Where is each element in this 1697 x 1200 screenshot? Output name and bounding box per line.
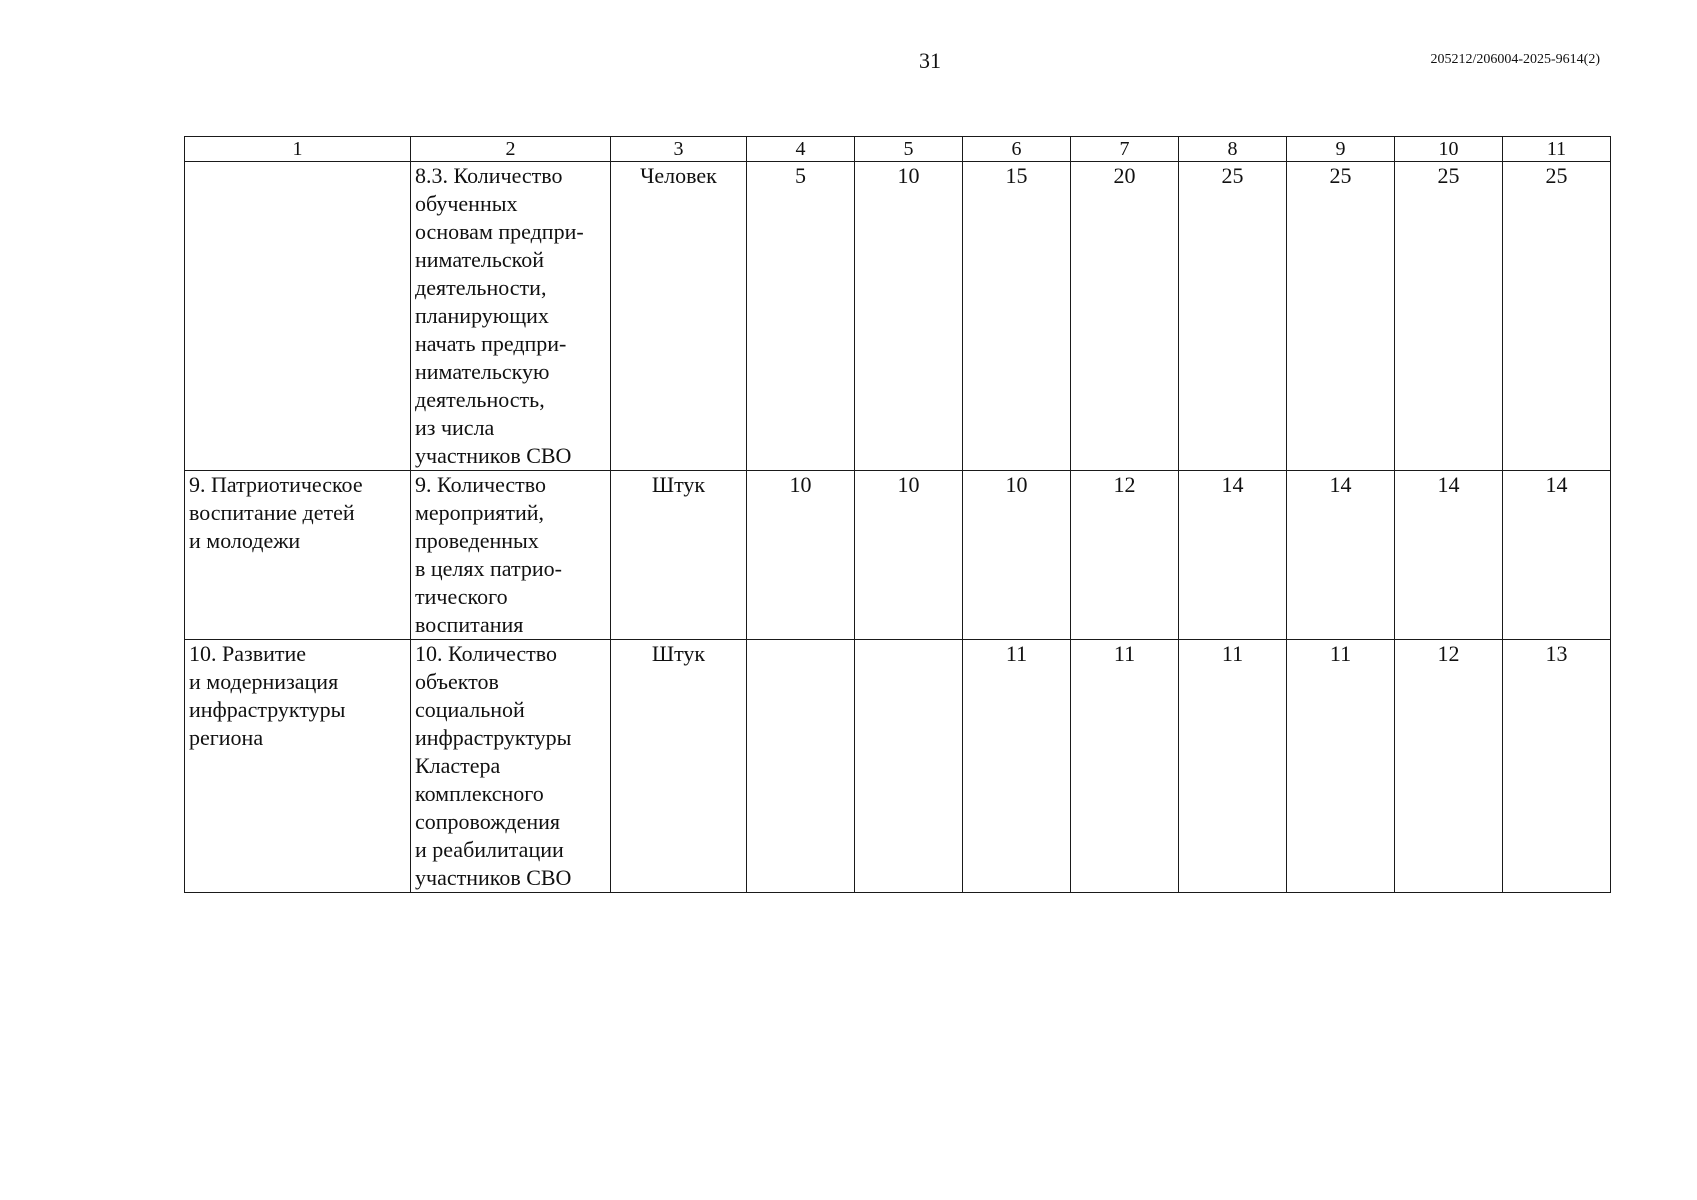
table-row [185, 471, 1611, 640]
column-number-row [185, 137, 1611, 162]
value-cell: 10 [855, 162, 963, 471]
column-header: 8 [1179, 137, 1287, 162]
value-cell: 11 [1071, 640, 1179, 893]
value-cell: 11 [963, 640, 1071, 893]
page-number: 31 [919, 48, 941, 73]
task-cell: 10. Развитие и модернизация инфраструктуры региона [185, 640, 411, 893]
column-header: 10 [1395, 137, 1503, 162]
value-cell: 10 [855, 471, 963, 640]
unit-cell: Человек [611, 162, 747, 471]
value-cell: 10 [747, 471, 855, 640]
unit-cell: Штук [611, 471, 747, 640]
column-header: 9 [1287, 137, 1395, 162]
indicator-cell: 10. Количество объектов социальной инфраструктуры Кластера комплексного сопровождения и реабилитации участников СВО [411, 640, 611, 893]
column-header: 4 [747, 137, 855, 162]
column-header: 3 [611, 137, 747, 162]
value-cell: 25 [1287, 162, 1395, 471]
indicator-cell: 8.3. Количество обученных основам предпри- нимательской деятельности, планирующих начать предпри- нимательскую деятельность, из числа участников СВО [411, 162, 611, 471]
task-cell [185, 162, 411, 471]
column-header: 7 [1071, 137, 1179, 162]
task-cell: 9. Патриотическое воспитание детей и молодежи [185, 471, 411, 640]
value-cell: 12 [1395, 640, 1503, 893]
value-cell: 11 [1287, 640, 1395, 893]
value-cell [855, 640, 963, 893]
column-header: 6 [963, 137, 1071, 162]
table-row [185, 162, 1611, 471]
column-header: 5 [855, 137, 963, 162]
unit-cell: Штук [611, 640, 747, 893]
value-cell: 14 [1287, 471, 1395, 640]
value-cell: 25 [1395, 162, 1503, 471]
value-cell: 10 [963, 471, 1071, 640]
value-cell: 5 [747, 162, 855, 471]
value-cell: 14 [1179, 471, 1287, 640]
value-cell: 11 [1179, 640, 1287, 893]
value-cell: 25 [1179, 162, 1287, 471]
column-header: 2 [411, 137, 611, 162]
value-cell: 14 [1395, 471, 1503, 640]
value-cell: 14 [1503, 471, 1611, 640]
value-cell: 15 [963, 162, 1071, 471]
value-cell: 20 [1071, 162, 1179, 471]
value-cell: 12 [1071, 471, 1179, 640]
value-cell: 13 [1503, 640, 1611, 893]
table-row [185, 640, 1611, 893]
value-cell [747, 640, 855, 893]
column-header: 11 [1503, 137, 1611, 162]
value-cell: 25 [1503, 162, 1611, 471]
document-id: 205212/206004-2025-9614(2) [1430, 52, 1600, 67]
indicators-table [184, 136, 1611, 893]
indicator-cell: 9. Количество мероприятий, проведенных в целях патрио- тического воспитания [411, 471, 611, 640]
column-header: 1 [185, 137, 411, 162]
